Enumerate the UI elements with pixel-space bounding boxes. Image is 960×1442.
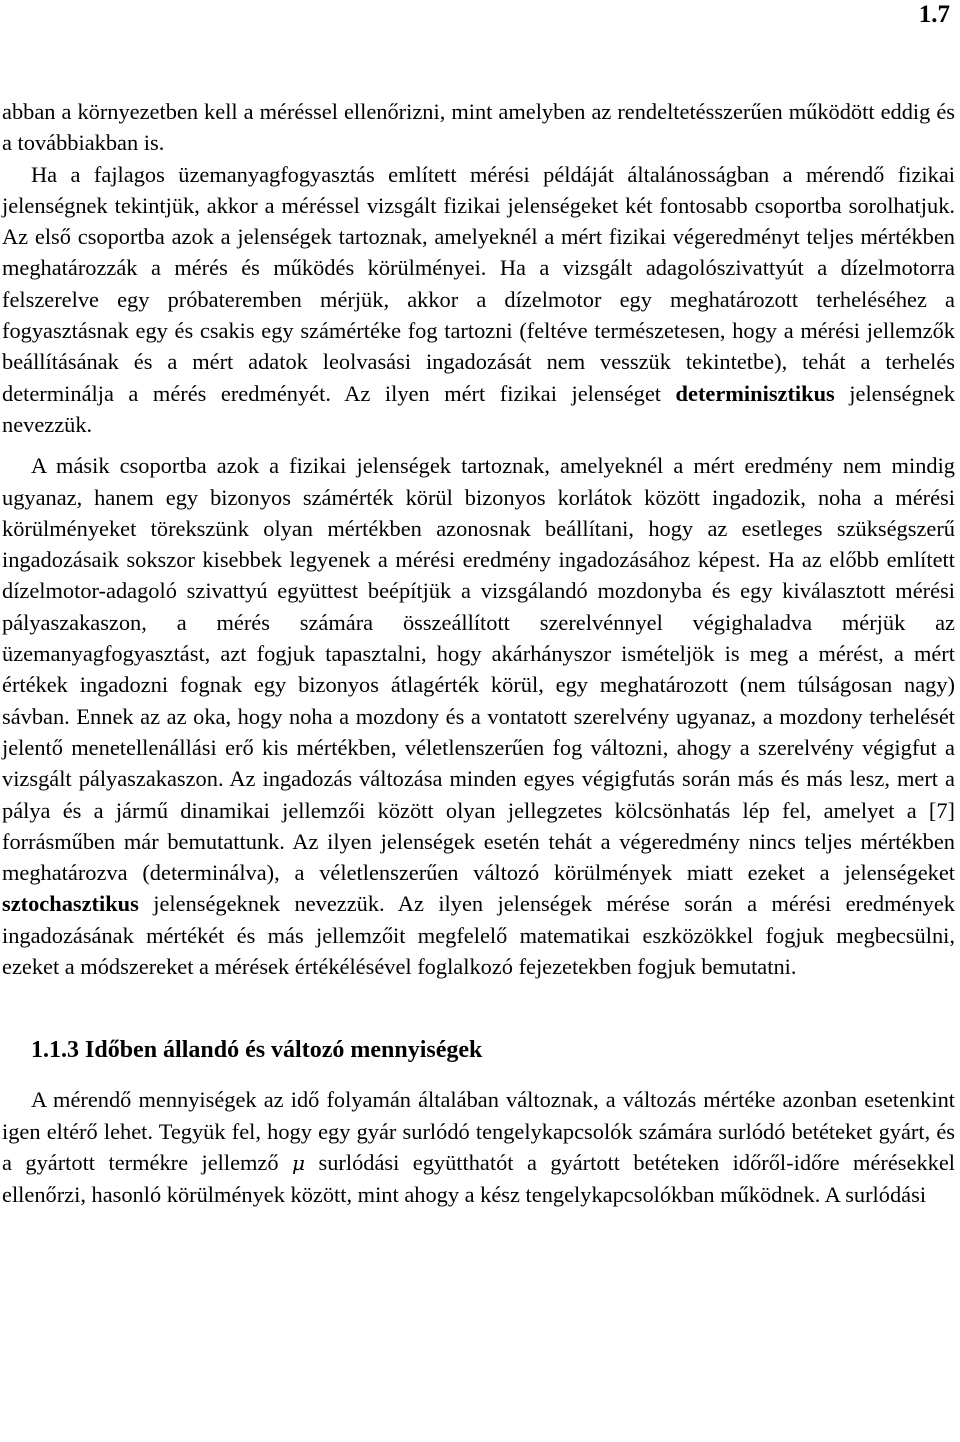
paragraph-continuation	[2, 96, 955, 159]
term-deterministic: determinisztikus	[675, 380, 835, 406]
paragraph-text: A mérendő mennyiségek az idő folyamán általában változnak, a változás mértéke azonban esetenkint igen eltérő lehet. Tegyük fel, hogy egy gyár surlódó tengelykapcsolók számára surlódó betéteket gyárt, és a gyártott termékre jellemző	[2, 1087, 955, 1175]
paragraph-text: jelenségeknek nevezzük. Az ilyen jelenségek mérése során a mérési eredmények ingadozásának mértékét és más jellemzőit megfelelő matematikai eszközökkel fogjuk megbecsülni, ezeket a módszereket a mérések értékélésével foglalkozó fejezetekben fogjuk bemutatni.	[2, 891, 955, 980]
section-heading: 1.1.3 Időben állandó és változó mennyiségek	[31, 1037, 483, 1064]
paragraph-text: abban a környezetben kell a méréssel ellenőrizni, mint amelyben az rendeltetésszerűen működött eddig és a továbbiakban is.	[2, 99, 955, 156]
paragraph-text: surlódási együtthatót a gyártott betéteken időről-időre mérésekkel ellenőrzi, hasonló körülmények között, mint ahogy a kész tengelykapcsolókban működnek. A surlódási	[2, 1149, 956, 1208]
paragraph-stochastic	[2, 450, 955, 982]
paragraph-text: jelenségnek nevezzük.	[2, 380, 955, 437]
mu-symbol: μ	[292, 1150, 306, 1175]
term-stochastic: sztochasztikus	[2, 891, 139, 917]
paragraph-time-varying	[2, 1084, 955, 1210]
page-number: 1.7	[918, 1, 950, 28]
paragraph-deterministic	[2, 159, 955, 441]
paragraph-text: A másik csoportba azok a fizikai jelenségek tartoznak, amelyeknél a mért eredmény nem mindig ugyanaz, hanem egy bizonyos számérték körül bizonyos korlátok között ingadozik, noha a mérési körülményeket törekszünk olyan mértékben azonosnak beállítani, hogy az esetleges szükségszerű ingadozásaik sokszor kisebbek legyenek a mérési eredmény ingadozásához képest. Ha az előbb említett dízelmotor-adagoló szivattyú együttest beépítjük a vizsgálandó mozdonyba és egy kiválasztott mérési pályaszakaszon, a mérés számára összeállított szerelvénnyel végighaladva mérjük az üzemanyagfogyasztást, azt fogjuk tapasztalni, hogy akárhányszor ismételjök is meg a mérést, a mért értékek ingadozni fognak egy bizonyos átlagérték körül, egy meghatározott (nem túlságosan nagy) sávban. Ennek az az oka, hogy noha a mozdony és a vontatott szerelvény ugyanaz, a mozdony terhelését jelentő menetellenállási erő kis mértékben, véletlenszerűen fog változni, ahogy a szerelvény végigfut a vizsgált pályaszakaszon. Az ingadozás változása minden egyes végigfutás során más és más lesz, mert a pálya és a jármű dinamikai jellemzői között olyan jellegzetes kölcsönhatás lép fel, amelyet a [7] forrásműben már bemutattunk. Az ilyen jelenségek esetén tehát a végeredmény nincs teljes mértékben meghatározva (determinálva), a véletlenszerűen változó körülmények miatt ezeket a jelenségeket	[2, 453, 955, 886]
document-body	[2, 96, 955, 1211]
paragraph-text: Ha a fajlagos üzemanyagfogyasztás említett mérési példáját általánosságban a mérendő fizikai jelenségnek tekintjük, akkor a méréssel vizsgált fizikai jelenségeket két fontosabb csoportba sorolhatjuk. Az első csoportba azok a jelenségek tartoznak, amelyeknél a mért fizikai végeredményt teljes mértékben meghatározzák a mérés és működés körülményei. Ha a vizsgált adagolószivattyút a dízelmotorra felszerelve egy próbateremben mérjük, akkor a dízelmotor egy meghatározott terheléséhez a fogyasztásnak egy és csakis egy számértéke fog tartozni (feltéve természetesen, hogy a mérési jellemzők beállításának és a mért adatok leolvasási ingadozását nem vesszük tekintetbe), tehát a terhelés determinálja a mérés eredményét. Az ilyen mért fizikai jelenséget	[2, 161, 955, 406]
